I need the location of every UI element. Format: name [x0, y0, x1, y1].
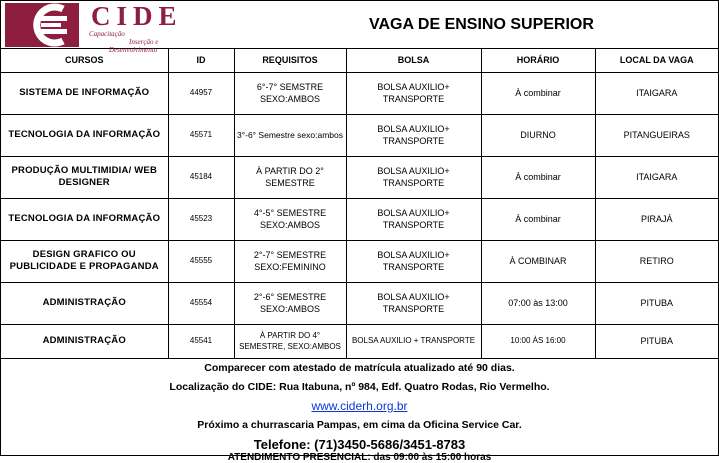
cell-curso: SISTEMA DE INFORMAÇÃO [1, 72, 168, 114]
cell-id: 45554 [168, 282, 234, 324]
brand-name: CIDE [91, 1, 183, 31]
cide-logo-mark-icon [5, 3, 79, 47]
table-row [1, 156, 718, 198]
cell-bolsa: BOLSA AUXILIO+ TRANSPORTE [346, 156, 481, 198]
table-header-row [1, 49, 718, 72]
cell-requisitos: À PARTIR DO 4° SEMESTRE, SEXO:AMBOS [234, 324, 346, 358]
cell-id: 44957 [168, 72, 234, 114]
footer-info [1, 359, 718, 463]
cell-bolsa: BOLSA AUXILIO+ TRANSPORTE [346, 72, 481, 114]
table-row [1, 324, 718, 358]
table-row [1, 282, 718, 324]
cell-curso: PRODUÇÃO MULTIMIDIA/ WEB DESIGNER [1, 156, 168, 198]
table-row [1, 198, 718, 240]
column-header-local: LOCAL DA VAGA [595, 49, 718, 72]
cell-id: 45523 [168, 198, 234, 240]
phone-text: Telefone: (71)3450-5686/3451-8783 [253, 437, 466, 452]
cell-local: RETIRO [595, 240, 718, 282]
address-text: Localização do CIDE: Rua Itabuna, nº 984, Edf. Quatro Rodas, Rio Vermelho. [169, 381, 550, 393]
cell-curso: TECNOLOGIA DA INFORMAÇÃO [1, 198, 168, 240]
cell-bolsa: BOLSA AUXILIO+ TRANSPORTE [346, 282, 481, 324]
cell-requisitos: 3°-6° Semestre sexo:ambos [234, 114, 346, 156]
cell-horario: À COMBINAR [481, 240, 595, 282]
brand-tagline-3: Desenvolvimento [109, 46, 158, 54]
cell-horario: 10:00 ÀS 16:00 [481, 324, 595, 358]
brand-tagline-2: Inserção e [129, 38, 159, 46]
cell-bolsa: BOLSA AUXILIO+ TRANSPORTE [346, 240, 481, 282]
cell-curso: TECNOLOGIA DA INFORMAÇÃO [1, 114, 168, 156]
cell-requisitos: 2°-7° SEMESTRE SEXO:FEMININO [234, 240, 346, 282]
cell-bolsa: BOLSA AUXILIO+ TRANSPORTE [346, 198, 481, 240]
cide-logo [5, 1, 241, 54]
column-header-bolsa: BOLSA [346, 49, 481, 72]
cell-id: 45541 [168, 324, 234, 358]
header [1, 1, 718, 54]
cell-horario: À combinar [481, 72, 595, 114]
cell-local: PIRAJÁ [595, 198, 718, 240]
column-header-id: ID [168, 49, 234, 72]
cell-local: ITAIGARA [595, 156, 718, 198]
table-row [1, 240, 718, 282]
cell-curso: ADMINISTRAÇÃO [1, 324, 168, 358]
cell-id: 45555 [168, 240, 234, 282]
cell-requisitos: 4°-5° SEMESTRE SEXO:AMBOS [234, 198, 346, 240]
website-link[interactable]: www.ciderh.org.br [311, 399, 408, 413]
cell-local: ITAIGARA [595, 72, 718, 114]
cell-requisitos: 2°-6° SEMESTRE SEXO:AMBOS [234, 282, 346, 324]
vacancies-table [1, 49, 718, 359]
brand-tagline-1: Capacitação [89, 30, 125, 38]
landmark-text: Próximo a churrascaria Pampas, em cima da Oficina Service Car. [197, 419, 522, 431]
enrollment-note: Comparecer com atestado de matrícula atualizado até 90 dias. [204, 362, 515, 374]
column-header-horario: HORÁRIO [481, 49, 595, 72]
cell-local: PITANGUEIRAS [595, 114, 718, 156]
cell-bolsa: BOLSA AUXILIO+ TRANSPORTE [346, 114, 481, 156]
cell-horario: À combinar [481, 156, 595, 198]
cell-horario: 07:00 às 13:00 [481, 282, 595, 324]
cell-id: 45184 [168, 156, 234, 198]
cell-requisitos: 6°-7° SEMSTRE SEXO:AMBOS [234, 72, 346, 114]
cell-id: 45571 [168, 114, 234, 156]
column-header-cursos: CURSOS [1, 49, 168, 72]
cell-curso: ADMINISTRAÇÃO [1, 282, 168, 324]
cell-bolsa: BOLSA AUXILIO + TRANSPORTE [346, 324, 481, 358]
cell-horario: DIURNO [481, 114, 595, 156]
page-title: VAGA DE ENSINO SUPERIOR [369, 16, 594, 33]
cell-local: PITUBA [595, 324, 718, 358]
cell-local: PITUBA [595, 282, 718, 324]
opening-hours-text: ATENDIMENTO PRESENCIAL: das 09:00 às 15:00 horas [227, 452, 492, 463]
column-header-requisitos: REQUISITOS [234, 49, 346, 72]
cell-curso: DESIGN GRAFICO OU PUBLICIDADE E PROPAGANDA [1, 240, 168, 282]
cell-requisitos: À PARTIR DO 2° SEMESTRE [234, 156, 346, 198]
table-row [1, 72, 718, 114]
table-row [1, 114, 718, 156]
cell-horario: À combinar [481, 198, 595, 240]
